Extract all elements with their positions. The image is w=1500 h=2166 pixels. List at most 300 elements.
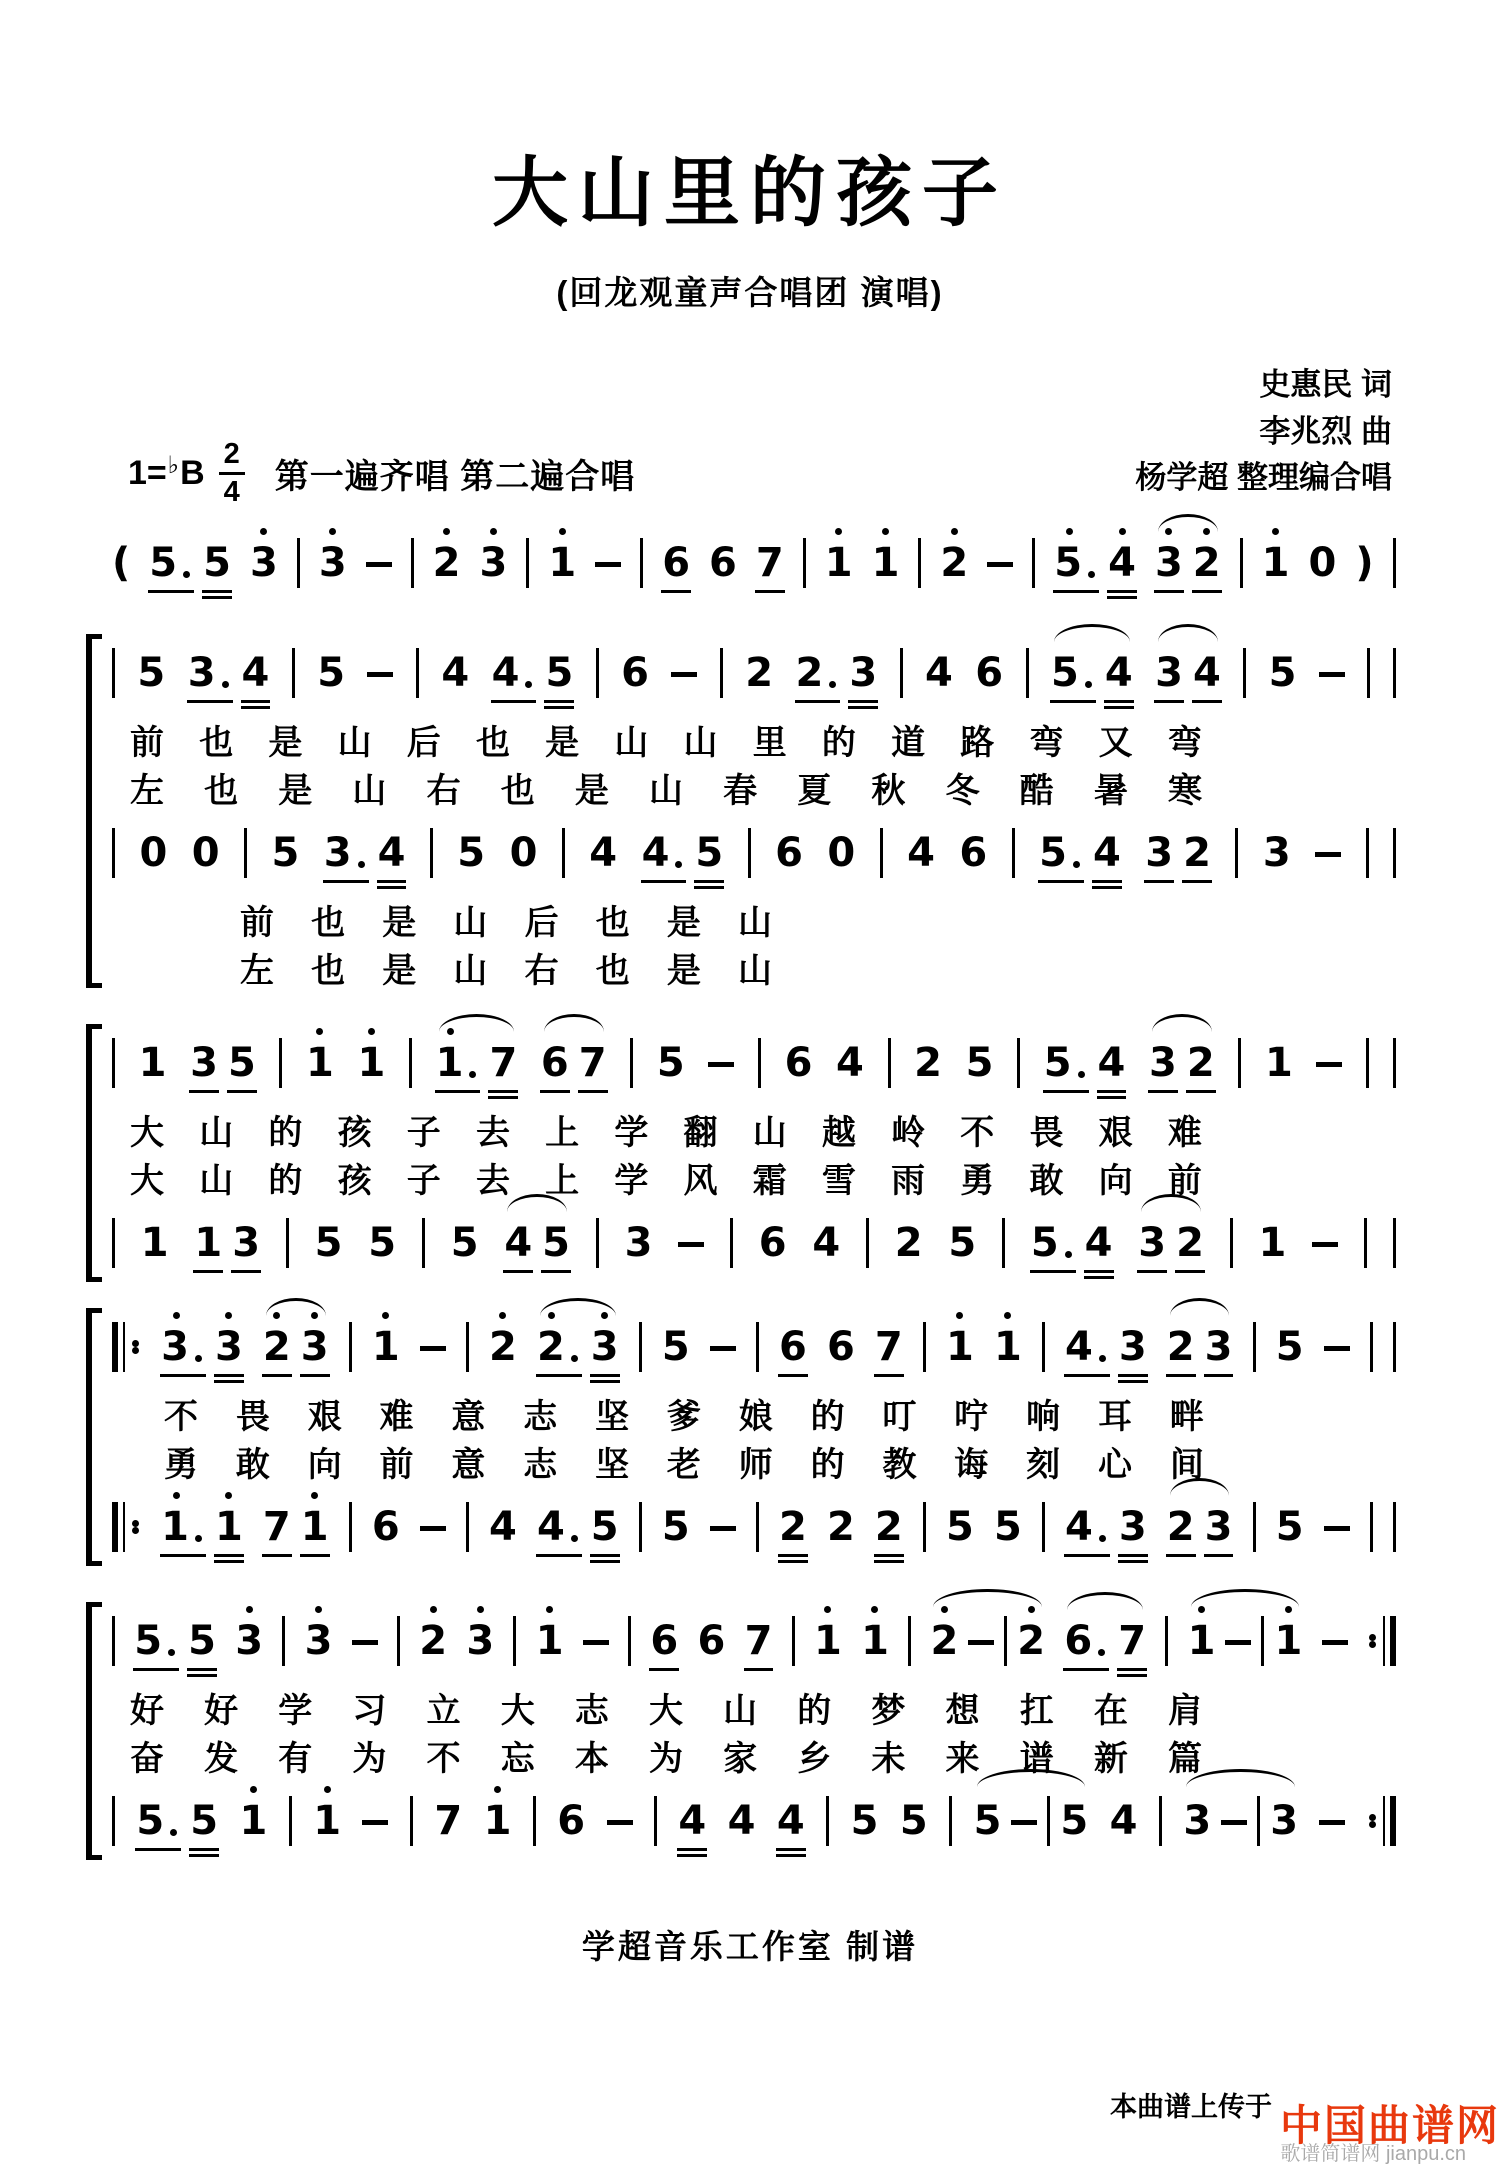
slur-group	[1167, 1505, 1233, 1549]
dash	[987, 562, 1013, 567]
system-1-lyrics-verse-1	[130, 715, 1202, 763]
dash	[678, 1242, 704, 1247]
note: 2	[1193, 541, 1221, 585]
lyric-char: 志	[574, 1691, 609, 1730]
note: 4	[1084, 1220, 1113, 1267]
key-prefix: 1=	[128, 454, 167, 493]
slur-group	[1183, 1796, 1298, 1846]
lyric-char: 好	[204, 1691, 239, 1730]
barline	[1366, 1038, 1369, 1088]
note: 4	[1065, 1505, 1109, 1549]
lyric-char: 叮	[882, 1397, 917, 1436]
lyric-char: 坚	[595, 1445, 630, 1484]
note: 5	[590, 1504, 619, 1551]
slur-group	[1155, 651, 1221, 695]
note: 1	[1258, 1220, 1287, 1267]
barline	[639, 1502, 642, 1552]
system-4-voice-2-notes	[112, 1779, 1396, 1863]
lyric-char: 夏	[797, 771, 832, 810]
lyric-char: 忘	[500, 1739, 535, 1778]
octave-dot	[1198, 1606, 1205, 1613]
lyric-char: 是	[382, 951, 417, 990]
dash	[607, 1820, 633, 1825]
lyric-char: 向	[307, 1445, 342, 1484]
note: 3	[1155, 541, 1183, 585]
slur-group	[263, 1325, 329, 1369]
dash	[1324, 1346, 1350, 1351]
barline	[112, 1038, 115, 1088]
lyric-char: 老	[666, 1445, 701, 1484]
note: 1	[1188, 1619, 1216, 1663]
note: 5	[1060, 1798, 1089, 1845]
barline	[630, 1038, 633, 1088]
note: 1	[825, 541, 853, 585]
note: 6	[975, 650, 1004, 697]
lyric-char: 不	[164, 1397, 198, 1436]
lyric-char: 弯	[1167, 723, 1202, 762]
lyric-char: 咛	[954, 1397, 989, 1436]
note: 5	[1268, 650, 1297, 697]
lyric-char: 娘	[738, 1397, 773, 1436]
dash	[710, 1526, 736, 1531]
performer-subtitle: (回龙观童声合唱团 演唱)	[556, 274, 944, 312]
system-2-lyrics-verse-2	[130, 1153, 1202, 1201]
augmentation-dot	[1099, 1355, 1106, 1362]
lyric-char: 去	[475, 1161, 510, 1200]
dash	[352, 1640, 378, 1645]
barline	[1017, 1038, 1020, 1088]
barline	[1243, 648, 1246, 698]
note: 1	[1264, 1040, 1293, 1087]
augmentation-dot	[1098, 1649, 1105, 1656]
barline	[409, 1038, 412, 1088]
note: 5	[317, 650, 346, 697]
lyric-char: 右	[426, 771, 461, 810]
note: 5	[1054, 541, 1098, 585]
barline	[923, 1502, 926, 1552]
note: 1	[536, 1619, 564, 1663]
note: 0	[509, 830, 538, 877]
note: 2	[930, 1619, 958, 1663]
lyric-char: 山	[737, 951, 772, 990]
lyric-char: 前	[130, 723, 164, 762]
dash	[1221, 1820, 1247, 1825]
note: 3	[1155, 650, 1183, 697]
augmentation-dot	[571, 1535, 578, 1542]
lyric-char: 篇	[1167, 1739, 1202, 1778]
note: 5	[965, 1040, 994, 1087]
beam-group	[134, 1619, 216, 1663]
barline	[880, 828, 883, 878]
note: 1	[814, 1619, 842, 1663]
barline	[410, 1796, 413, 1846]
dash	[1315, 852, 1341, 857]
dash	[595, 562, 621, 567]
dash	[1322, 1640, 1348, 1645]
arranger-credit: 杨学超 整理编合唱	[1135, 460, 1392, 495]
lyric-char: 大	[648, 1691, 683, 1730]
octave-dot	[1028, 1606, 1035, 1613]
note: 4	[836, 1040, 864, 1087]
barline	[923, 1322, 926, 1372]
system-1-echo-lyrics-verse-1	[240, 895, 772, 943]
barline	[533, 1796, 536, 1846]
lyric-char: 的	[810, 1445, 845, 1484]
system-2	[112, 1021, 1396, 1285]
note: 3	[190, 1040, 218, 1087]
octave-dot	[1285, 1606, 1292, 1613]
slur-group	[974, 1796, 1089, 1846]
note: 3	[161, 1325, 205, 1369]
octave-dot	[499, 1312, 506, 1319]
note: 0	[191, 830, 220, 877]
note: 1	[484, 1799, 512, 1843]
note: 2	[263, 1325, 291, 1369]
beam-group	[537, 1505, 619, 1549]
note: 2	[796, 651, 840, 695]
barline	[279, 1038, 282, 1088]
note: 4	[925, 650, 953, 697]
dash	[362, 1820, 388, 1825]
flat-sign: ♭	[167, 452, 180, 480]
note: 2	[1166, 1504, 1195, 1551]
note: 3	[1270, 1798, 1299, 1845]
beam-group	[1065, 1325, 1147, 1369]
system-4-bracket	[86, 1605, 104, 1857]
lyric-char: 左	[240, 951, 274, 990]
repeat-end	[1367, 1616, 1396, 1666]
system-4-lyrics-verse-1	[130, 1683, 1202, 1731]
meter-denominator: 4	[223, 476, 240, 509]
barline	[756, 1322, 759, 1372]
note: 5	[190, 1798, 219, 1845]
octave-dot	[273, 1312, 280, 1319]
lyric-char: 畏	[235, 1397, 270, 1436]
lyric-char: 志	[523, 1397, 558, 1436]
barline	[654, 1796, 657, 1846]
beam-group	[1145, 831, 1211, 875]
octave-dot	[311, 1312, 318, 1319]
octave-dot	[246, 1606, 253, 1613]
octave-dot	[173, 1312, 180, 1319]
lyric-char: 山	[737, 903, 772, 942]
note: 1	[240, 1799, 268, 1843]
note: 4	[642, 831, 686, 875]
lyric-char: 去	[475, 1113, 510, 1152]
note: 5	[457, 830, 486, 877]
lyric-char: 风	[683, 1161, 718, 1200]
augmentation-dot	[1078, 1071, 1085, 1078]
lyric-char: 不	[426, 1739, 461, 1778]
dash	[420, 1526, 446, 1531]
beam-group	[161, 1505, 243, 1549]
beam-group	[161, 1325, 243, 1369]
note: 7	[1118, 1618, 1147, 1665]
barline	[1238, 1038, 1241, 1088]
note: 5	[203, 540, 231, 587]
barline	[628, 1616, 631, 1666]
note: 6	[1064, 1619, 1108, 1663]
note: 5	[136, 1799, 180, 1843]
octave-dot	[368, 1028, 375, 1035]
note: 5	[149, 541, 193, 585]
barline	[1032, 538, 1035, 588]
site-logo: 中国曲谱网	[1279, 2102, 1500, 2149]
note: 5	[661, 1504, 690, 1551]
note: 1	[215, 1505, 243, 1549]
note: 7	[434, 1798, 463, 1845]
note: 4	[812, 1220, 841, 1267]
note: 4	[492, 651, 536, 695]
barline	[112, 1616, 115, 1666]
barline	[1253, 1322, 1256, 1372]
barline	[1253, 1502, 1256, 1552]
note: 5	[899, 1798, 928, 1845]
dash	[367, 672, 393, 677]
note: 4	[1108, 541, 1136, 585]
note: 3	[480, 541, 508, 585]
watermark-site-url: jianpu.cn	[1385, 2143, 1466, 2165]
note: 5	[134, 1619, 178, 1663]
lyric-char: 孩	[337, 1161, 372, 1200]
barline	[1002, 1218, 1005, 1268]
barline	[1042, 1502, 1045, 1552]
note: 4	[678, 1798, 707, 1845]
note: 5	[1275, 1504, 1304, 1551]
intro-notation-line	[112, 521, 1396, 605]
note: 1	[140, 1220, 169, 1267]
system-3	[112, 1305, 1396, 1569]
lyric-char: 路	[960, 723, 995, 762]
lyric-char: 的	[797, 1691, 832, 1730]
lyric-char: 有	[278, 1739, 313, 1778]
barline	[908, 1616, 911, 1666]
lyric-char: 山	[723, 1691, 758, 1730]
octave-dot	[443, 528, 450, 535]
note: 3	[1118, 1324, 1147, 1371]
octave-dot	[951, 528, 958, 535]
note: 1	[313, 1799, 341, 1843]
lyric-char: 道	[891, 723, 926, 762]
augmentation-dot	[571, 1355, 578, 1362]
composer-credit: 李兆烈 曲	[1259, 413, 1392, 449]
note: 5	[656, 1040, 685, 1087]
lyric-char: 也	[595, 951, 630, 990]
octave-dot	[1203, 528, 1210, 535]
lyric-char: 勇	[164, 1445, 198, 1484]
note: 5	[1039, 831, 1083, 875]
note: 1	[861, 1619, 889, 1663]
barline	[422, 1218, 425, 1268]
dash	[710, 1346, 736, 1351]
octave-dot	[548, 1312, 555, 1319]
note: 5	[271, 830, 300, 877]
note: 4	[907, 830, 935, 877]
lyric-char: 学	[614, 1161, 649, 1200]
system-3-lyrics-verse-1	[164, 1389, 1204, 1437]
augmentation-dot	[1073, 861, 1080, 868]
lyricist-credit: 史惠民 词	[1259, 367, 1392, 402]
augmentation-dot	[1088, 571, 1095, 578]
barline	[1042, 1322, 1045, 1372]
lyric-char: 山	[752, 1113, 787, 1152]
note: 1	[138, 1040, 167, 1087]
note: 1	[946, 1325, 974, 1369]
note: 5	[545, 650, 574, 697]
lyric-char: 后	[524, 903, 559, 942]
octave-dot	[871, 1606, 878, 1613]
beam-group	[324, 831, 406, 875]
note: 3	[324, 831, 368, 875]
barline	[416, 648, 419, 698]
note: 3	[215, 1325, 243, 1369]
lyric-char: 间	[1169, 1445, 1204, 1484]
system-4	[112, 1599, 1396, 1863]
system-1-voice-1-notes	[112, 631, 1396, 715]
note: 6	[758, 1220, 787, 1267]
barline	[292, 648, 295, 698]
note: 7	[262, 1504, 291, 1551]
parenthesis: )	[1355, 540, 1374, 587]
lyric-char: 乡	[797, 1739, 832, 1778]
note: 7	[874, 1324, 903, 1371]
lyric-char: 左	[130, 771, 164, 810]
system-2-voice-1-notes	[112, 1021, 1396, 1105]
lyric-char: 是	[666, 903, 701, 942]
lyric-char: 奋	[130, 1739, 164, 1778]
lyric-char: 坚	[595, 1397, 630, 1436]
note: 2	[433, 541, 461, 585]
barline	[826, 1796, 829, 1846]
lyric-char: 山	[453, 903, 488, 942]
note: 5	[973, 1798, 1002, 1845]
octave-dot	[1066, 528, 1073, 535]
octave-dot	[1165, 528, 1172, 535]
note: 6	[784, 1040, 813, 1087]
repeat-end	[1367, 1796, 1396, 1846]
note: 3	[319, 541, 347, 585]
lyric-char: 意	[451, 1397, 486, 1436]
lyric-char: 雪	[821, 1161, 856, 1200]
lyric-char: 刻	[1026, 1445, 1061, 1484]
system-3-lyrics-verse-2	[164, 1437, 1204, 1485]
lyric-char: 好	[130, 1691, 164, 1730]
note: 4	[589, 830, 618, 877]
system-1-bracket	[86, 637, 104, 985]
credits-block	[1135, 362, 1392, 502]
lyric-char: 冬	[945, 771, 980, 810]
dash	[1011, 1820, 1037, 1825]
slur-group	[930, 1616, 1045, 1666]
beam-group	[190, 1041, 256, 1085]
note: 5	[188, 1618, 216, 1665]
barline	[1366, 828, 1369, 878]
barline	[1393, 1038, 1396, 1088]
barline	[1370, 1322, 1373, 1372]
note: 3	[250, 541, 278, 585]
note: 5	[1044, 1041, 1088, 1085]
barline	[466, 1502, 469, 1552]
octave-dot	[882, 528, 889, 535]
slur-group	[1051, 651, 1133, 695]
lyric-char: 为	[352, 1739, 387, 1778]
note: 4	[441, 650, 470, 697]
note: 4	[537, 1505, 581, 1549]
note: 5	[137, 650, 166, 697]
beam-group	[796, 651, 878, 695]
octave-dot	[835, 528, 842, 535]
note: 3	[1183, 1798, 1212, 1845]
watermark-top-row	[1060, 2077, 1500, 2149]
barline	[1393, 1322, 1396, 1372]
augmentation-dot	[675, 861, 682, 868]
beam-group	[492, 651, 574, 695]
note: 4	[727, 1798, 756, 1845]
lyric-char: 志	[523, 1445, 558, 1484]
lyric-char: 山	[453, 951, 488, 990]
system-1-voice-2-notes	[112, 811, 1396, 895]
octave-dot	[315, 1606, 322, 1613]
note: 6	[662, 540, 691, 587]
augmentation-dot	[1065, 1251, 1072, 1258]
note: 2	[745, 650, 774, 697]
lyric-char: 的	[268, 1113, 303, 1152]
dash	[671, 672, 697, 677]
note: 5	[945, 1504, 974, 1551]
lyric-char: 岭	[891, 1113, 926, 1152]
watermark-upload-text: 本曲谱上传于	[1109, 2092, 1272, 2122]
lyric-char: 弯	[1029, 723, 1064, 762]
slur-group	[436, 1041, 518, 1085]
note: 5	[948, 1220, 977, 1267]
augmentation-dot	[222, 681, 229, 688]
barline	[411, 538, 414, 588]
lyric-char: 学	[278, 1691, 313, 1730]
augmentation-dot	[469, 1071, 476, 1078]
note: 1	[194, 1220, 223, 1267]
lyric-char: 里	[752, 723, 787, 762]
note: 6	[650, 1618, 679, 1665]
note: 3	[1204, 1504, 1233, 1551]
octave-dot	[382, 1312, 389, 1319]
lyric-char: 学	[614, 1113, 649, 1152]
barline	[888, 1038, 891, 1088]
barline	[1393, 538, 1396, 588]
lyric-char: 是	[574, 771, 609, 810]
note: 5	[1031, 1221, 1075, 1265]
note: 6	[709, 540, 737, 587]
note: 3	[232, 1220, 261, 1267]
note: 6	[775, 830, 803, 877]
barline	[1393, 648, 1396, 698]
lyric-char: 谱	[1019, 1739, 1054, 1778]
note: 1	[548, 541, 576, 585]
performance-instruction: 第一遍齐唱 第二遍合唱	[274, 458, 636, 497]
note: 2	[940, 541, 968, 585]
barline	[112, 1796, 115, 1846]
barline	[1165, 1616, 1168, 1666]
lyric-char: 是	[278, 771, 313, 810]
note: 6	[826, 1324, 855, 1371]
lyric-char: 是	[666, 951, 701, 990]
octave-dot	[477, 1606, 484, 1613]
lyric-char: 立	[426, 1691, 461, 1730]
dash	[366, 562, 392, 567]
barline	[1159, 1796, 1162, 1846]
note: 6	[697, 1618, 726, 1665]
system-2-bracket	[86, 1027, 104, 1279]
dash	[583, 1640, 609, 1645]
